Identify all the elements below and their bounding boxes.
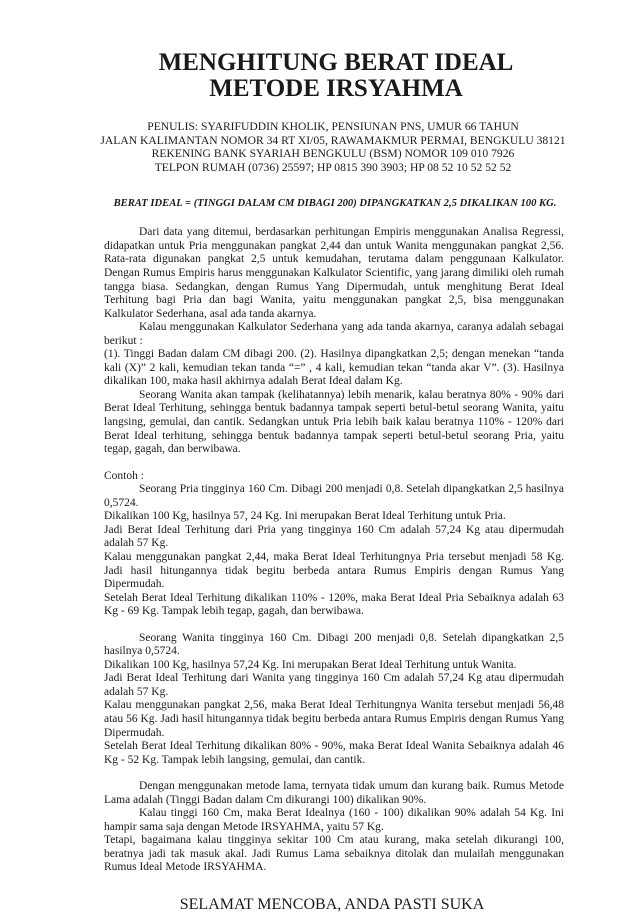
- address-line: JALAN KALIMANTAN NOMOR 34 RT XI/05, RAWAMAKMUR PERMAI, BENGKULU 38121: [100, 133, 566, 147]
- title-line-1: MENGHITUNG BERAT IDEAL: [158, 49, 514, 76]
- paragraph: Seorang Wanita akan tampak (kelihatannya) lebih menarik, kalau beratnya 80% - 90% dari Berat Ideal Terhitung, sehingga bentuk badannya tampak seperti betul-betul seorang Wanita, yaitu langsing, gemulai, dan cantik. Sedangkan untuk Pria lebih baik kalau beratnya 110% - 120% dari Berat Ideal terhitung, sehingga bentuk badannya tampak seperti betul-betul seorang Pria, yaitu tegap, gagah, dan berwibawa.: [104, 388, 564, 456]
- paragraph: Setelah Berat Ideal Terhitung dikalikan 80% - 90%, maka Berat Ideal Wanita Sebaiknya adalah 46 Kg - 52 Kg. Tampak lebih langsing, gemulai, dan cantik.: [104, 740, 564, 766]
- paragraph: Seorang Pria tingginya 160 Cm. Dibagi 200 menjadi 0,8. Setelah dipangkatkan 2,5 hasilnya 0,5724.: [104, 483, 564, 509]
- paragraph: Setelah Berat Ideal Terhitung dikalikan 110% - 120%, maka Berat Ideal Pria Sebaiknya adalah 63 Kg - 69 Kg. Tampak lebih tegap, gagah, dan berwibawa.: [104, 591, 564, 618]
- paragraph: Jadi Berat Ideal Terhitung dari Pria yang tingginya 160 Cm adalah 57,24 Kg atau dipermudah adalah 57 Kg.: [104, 523, 564, 550]
- paragraph: (1). Tinggi Badan dalam CM dibagi 200. (2). Hasilnya dipangkatkan 2,5; dengan menekan “tanda kali (X)” 2 kali, kemudian tekan tanda “=” , 4 kali, kemudian tekan “tanda akar V”. (3). Hasilnya dikalikan 100, maka hasil akhirnya adalah Berat Ideal dalam Kg.: [104, 348, 564, 388]
- paragraph: Kalau menggunakan pangkat 2,44, maka Berat Ideal Terhitungnya Pria tersebut menjadi 58 Kg. Jadi hasil hitungannya tidak begitu berbeda antara Rumus Empiris dengan Rumus Yang Dipermudah.: [104, 550, 564, 591]
- document-title: [104, 50, 564, 102]
- author-line: PENULIS: SYARIFUDDIN KHOLIK, PENSIUNAN PNS, UMUR 66 TAHUN: [147, 120, 519, 133]
- paragraph: Kalau tinggi 160 Cm, maka Berat Idealnya (160 - 100) dikalikan 90% adalah 54 Kg. Ini hampir sama saja dengan Metode IRSYAHMA, yaitu 57 Kg.: [104, 807, 564, 833]
- paragraph: Dari data yang ditemui, berdasarkan perhitungan Empiris menggunakan Analisa Regressi, didapatkan untuk Pria menggunakan pangkat 2,44 dan untuk Wanita menggunakan pangkat 2,56. Rata-rata digunakan pangkat 2,5 untuk kemudahan, terutama dalam penggunaan Kalkulator. Dengan Rumus Empiris harus menggunakan Kalkulator Scientific, yang jarang dimiliki oleh rumah tangga biasa. Sedangkan, dengan Rumus Yang Dipermudah, untuk menghitung Berat Ideal Terhitung bagi Pria dan bagi Wanita, yaitu menggunakan pangkat 2,5, bisa menggunakan Kalkulator Sederhana, asal ada tanda akarnya.: [104, 226, 564, 320]
- paragraph: Kalau menggunakan Kalkulator Sederhana yang ada tanda akarnya, caranya adalah sebagai berikut :: [104, 321, 564, 347]
- example-label: Contoh :: [104, 469, 144, 482]
- paragraph: Jadi Berat Ideal Terhitung dari Wanita yang tingginya 160 Cm adalah 57,24 Kg atau dipermudah adalah 57 Kg.: [104, 672, 564, 698]
- paragraph: Dengan menggunakan metode lama, ternyata tidak umum dan kurang baik. Rumus Metode Lama adalah (Tinggi Badan dalam Cm dikurangi 100) dikalikan 90%.: [104, 780, 564, 806]
- paragraph: Kalau menggunakan pangkat 2,56, maka Berat Ideal Terhitungnya Wanita tersebut menjadi 56,48 atau 56 Kg. Jadi hasil hitungannya tidak begitu berbeda antara Rumus Empiris dengan Rumus Yang Dipermudah.: [104, 699, 564, 739]
- author-block: [94, 120, 572, 174]
- formula-heading: BERAT IDEAL = (TINGGI DALAM CM DIBAGI 200) DIPANGKATKAN 2,5 DIKALIKAN 100 KG.: [113, 198, 557, 210]
- paragraph: Dikalikan 100 Kg, hasilnya 57, 24 Kg. Ini merupakan Berat Ideal Terhitung untuk Pria.: [104, 510, 506, 523]
- paragraph: Seorang Wanita tingginya 160 Cm. Dibagi 200 menjadi 0,8. Setelah dipangkatkan 2,5 hasilnya 0,5724.: [104, 631, 564, 658]
- bank-line: REKENING BANK SYARIAH BENGKULU (BSM) NOMOR 109 010 7926: [151, 147, 515, 161]
- title-line-2: METODE IRSYAHMA: [209, 75, 463, 102]
- closing-line: SELAMAT MENCOBA, ANDA PASTI SUKA: [179, 895, 485, 913]
- paragraph: Tetapi, bagaimana kalau tingginya sekitar 100 Cm atau kurang, maka setelah dikurangi 100, beratnya jadi tak masuk akal. Jadi Rumus Lama sebaiknya ditolak dan mulailah menggunakan Rumus Ideal Metode IRSYAHMA.: [104, 834, 564, 874]
- phone-line: TELPON RUMAH (0736) 25597; HP 0815 390 3903; HP 08 52 10 52 52 52: [154, 160, 512, 174]
- document-body: [104, 226, 564, 875]
- paragraph: Dikalikan 100 Kg, hasilnya 57,24 Kg. Ini merupakan Berat Ideal Terhitung untuk Wanita.: [104, 658, 517, 671]
